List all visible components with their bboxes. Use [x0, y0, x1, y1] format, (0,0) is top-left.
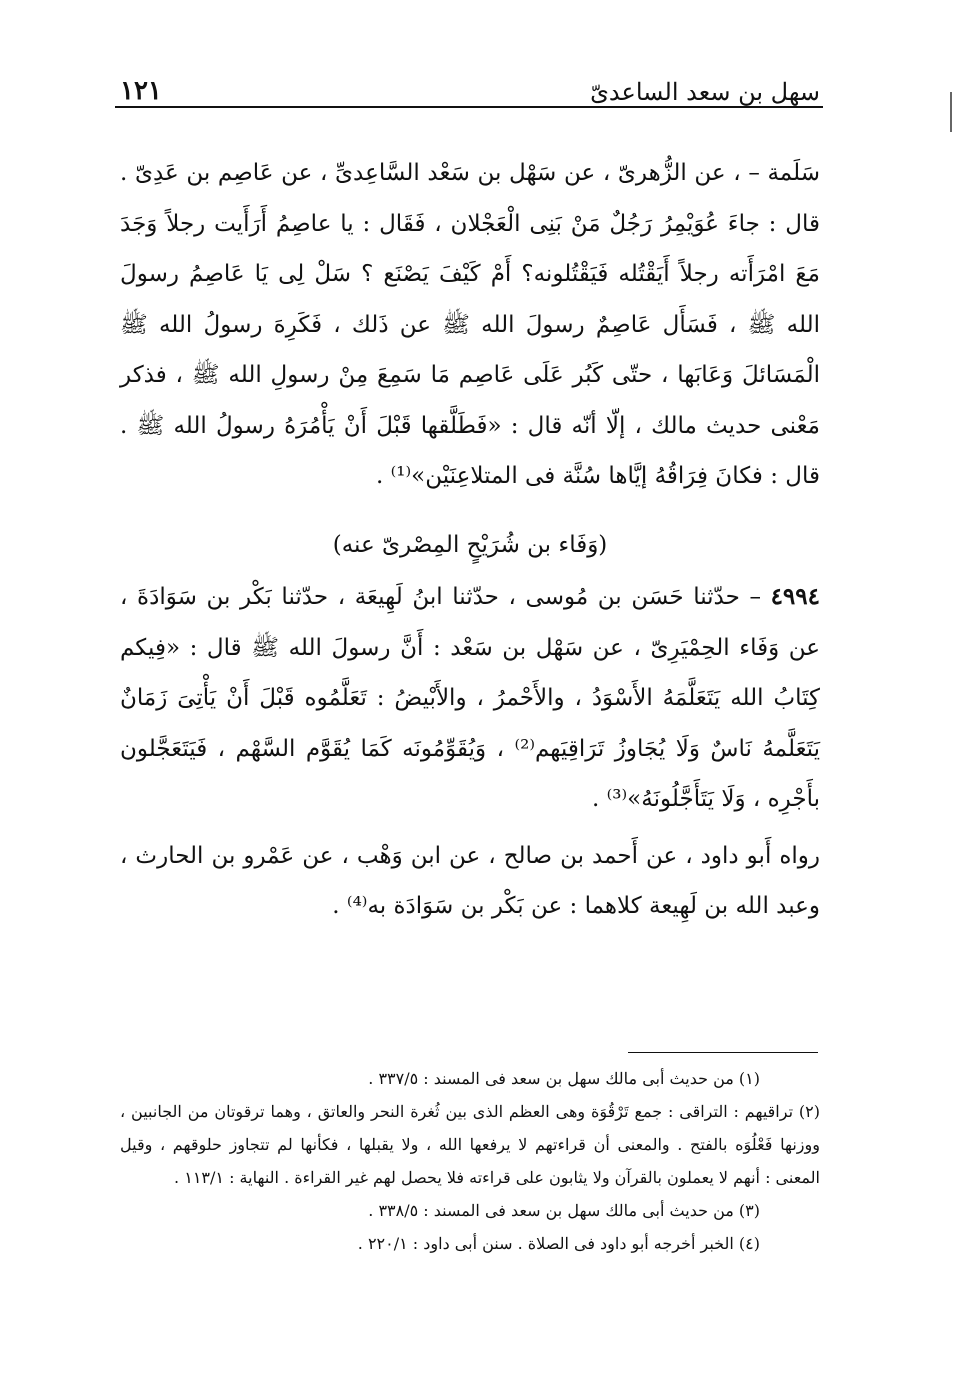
- footnote-3: (٣) من حديث أبى مالك سهل بن سعد فى المسند : ٣٣٨/٥ .: [368, 1201, 760, 1220]
- hadith-number: ٤٩٩٤: [770, 583, 820, 610]
- header-rule: [115, 106, 823, 108]
- footnote-4: (٤) الخبر أخرجه أبو داود فى الصلاة . سنن أبى داود : ٢٢٠/١ .: [357, 1234, 760, 1253]
- section-heading: (وَفَاء بن شُرَيْحٍ المِصْرىّ عنه): [332, 531, 608, 558]
- footnote-rule: [628, 1052, 818, 1053]
- running-title: سهل بن سعد الساعدىّ: [590, 78, 820, 106]
- hadith-paragraph: [120, 572, 820, 825]
- paragraph-1: سَلَمة – ، عن الزُّهرىّ ، عن سَهْل بن سَعْد السَّاعِدىِّ ، عن عَاصِم بن عَدِىّ . قال : جاءَ عُوَيْمِرُ رَجُلٌ مَنْ بَنِى الْعَجْلان ، فَقَال : يا عاصِمُ أَرَأَيت رجلاً وَجَدَ مَعَ امْرَأَته رجلاً أَيَقْتُله فَيَقْتُلونه؟ أَمْ كَيْفَ يَصْنَع ؟ سَلْ لِى يَا عَاصِمُ رسولَ الله ﷺ ، فَسَأَل عَاصِمٌ رسولَ الله ﷺ عن ذَلك ، فَكَرِهَ رسولُ الله ﷺ الْمَسَائلَ وَعَابَها ، حتّى كَبُر عَلَى عَاصِم مَا سَمِعَ مِنْ رسولِ الله ﷺ ، فذكر مَعْنى حديث مالك ، إلّا أنّه قال : «فَطَلَّقها قَبْلَ أَنْ يَأْمُرَهُ رسولُ الله ﷺ . قال : فكانَ فِرَاقُهُ إيَّاها سُنَّة فى المتلاعِنَيْن»⁽¹⁾ .: [120, 160, 820, 489]
- main-text: [120, 148, 820, 932]
- page-number: ١٢١: [120, 76, 162, 106]
- page-header: [120, 62, 820, 106]
- footnotes: [120, 1062, 820, 1260]
- page-edge-mark: [950, 92, 957, 132]
- hadith-text: – حدّثنا حَسَن بن مُوسى ، حدّثنا ابنُ لَهِيعَة ، حدّثنا بَكْر بن سَوَادَةَ ، عن وَفَاء الحِمْيَرِىّ ، عن سَهْل بن سَعْد : أَنَّ رسولَ الله ﷺ قال : «فِيكم كِتَابُ الله يَتَعَلَّمَهُ الأَسْوَدُ ، والأَحْمرُ ، والأَبْيضُ : تَعَلَّمُوه قَبْلَ أَنْ يَأْتِىَ زَمَانٌ يَتَعَلَّمهُ نَاسٌ وَلَا يُجَاوزُ تَرَاقِيَهم⁽²⁾ ، وَيُقَوِّمُونَه كَمَا يُقَوَّم السَّهْم ، فَيَتَعَجَّلون بأَجْرِه ، وَلَا يَتَأَجَّلُونَهُ»⁽³⁾ .: [120, 584, 821, 812]
- footnote-2: (٢) تراقيهم : التراقى : جمع تَرْقُوَة وهى العظم الذى بين ثُغرة النحر والعاتق ، وهما ترقوتان من الجانبين ، ووزنها فَعْلُوَه بالفتح . والمعنى أن قراءتهم لا يرفعها الله ، ولا يقبلها ، فكأنها لم تتجاوز حلوقهم ، وقيل المعنى : أنهم لا يعملون بالقرآن ولا يثابون على قراءته فلا يحصل لهم غير القراءة . النهاية : ١١٣/١ .: [120, 1102, 820, 1187]
- riwaya-paragraph: رواه أَبو داود ، عن أَحمد بن صالح ، عن ابن وَهْب ، عن عَمْرو بن الحارث ، وعبد الله بن لَهِيعة كلاهما : عن بَكْر بن سَوَادَة به⁽⁴⁾ .: [120, 842, 820, 919]
- footnote-1: (١) من حديث أبى مالك سهل بن سعد فى المسند : ٣٣٧/٥ .: [368, 1069, 760, 1088]
